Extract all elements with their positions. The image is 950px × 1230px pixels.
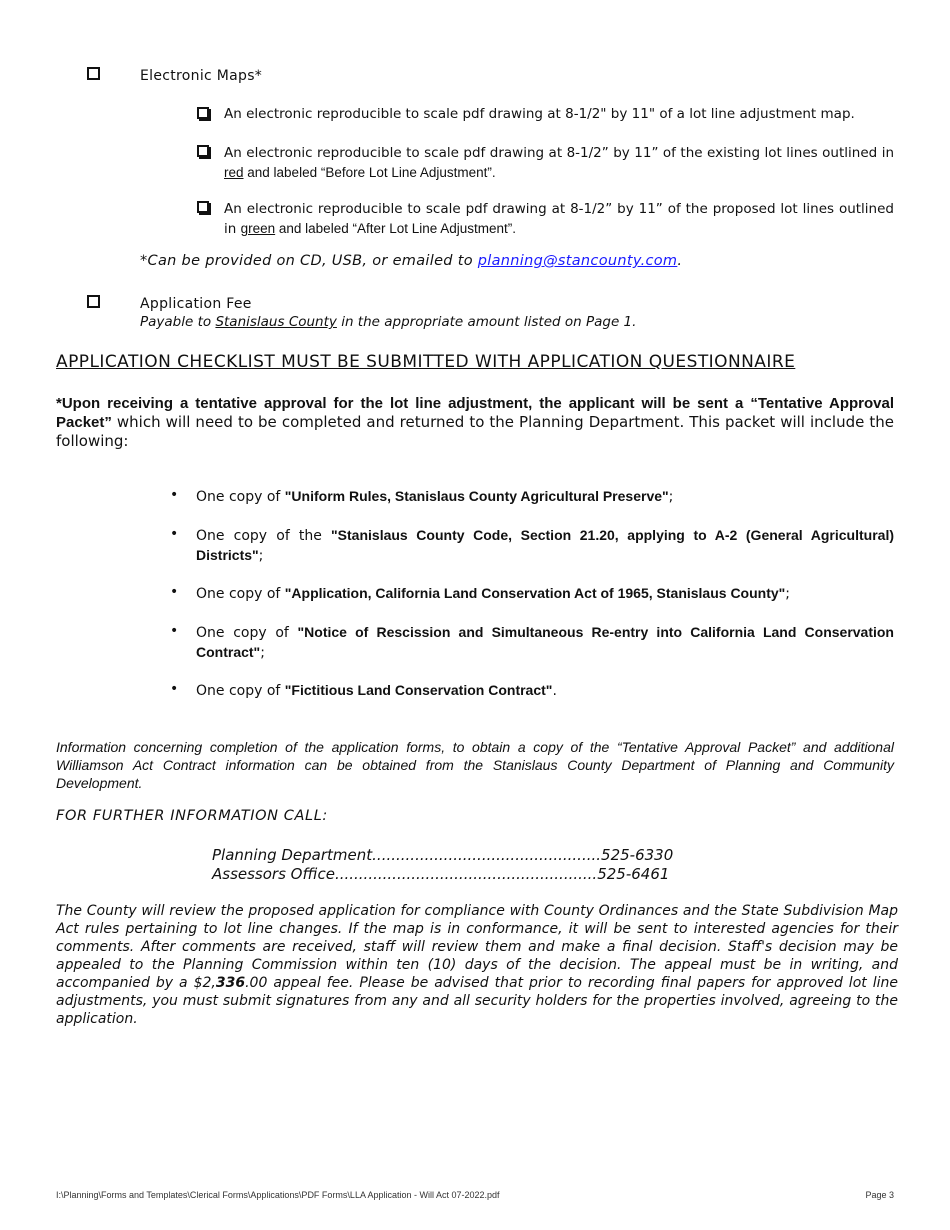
packet-intro	[56, 394, 894, 451]
review-part1: The County will review the proposed application for compliance with County Ordinances and the State Subdivision Map Act rules pertaining to lot line changes. If the map is in conformance, it will be sent to interested agencies for their comments. After comments are received, staff will review them and make a final decision. Staff's decision may be appealed to the Planning Commission within ten (10) days of the decision. The appeal must be in writing, and accompanied by a $2,	[56, 903, 898, 991]
map-item-3-post: and labeled “After Lot Line Adjustment”.	[275, 221, 517, 236]
packet-item-5	[196, 681, 894, 701]
packet-item-2-bold: "Stanislaus County Code, Section 21.20, applying to A-2 (General Agricultural) Districts"	[196, 527, 894, 563]
review-fee-bold: 336	[215, 975, 246, 991]
packet-item-5-prefix: One copy of	[196, 683, 285, 699]
map-item-1-text: An electronic reproducible to scale pdf drawing at 8-1/2" by 11" of a lot line adjustment map.	[224, 106, 855, 122]
packet-item-5-suffix: .	[552, 683, 557, 699]
electronic-maps-checkbox[interactable]	[87, 67, 100, 80]
packet-item-3	[196, 584, 894, 604]
footer-file-path: I:\Planning\Forms and Templates\Clerical Forms\Applications\PDF Forms\LLA Application - Will Act 07-2022.pdf	[56, 1190, 500, 1200]
map-item-2-text	[224, 144, 894, 183]
packet-item-4-bold: "Notice of Rescission and Simultaneous Re-entry into California Land Conservation Contract"	[196, 624, 894, 660]
maps-note	[140, 253, 682, 269]
map-item-1-checkbox[interactable]	[197, 107, 209, 119]
packet-item-3-prefix: One copy of	[196, 586, 285, 602]
contact-assessors-label: Assessors Office	[212, 865, 335, 883]
further-info-heading: FOR FURTHER INFORMATION CALL:	[56, 808, 328, 824]
contact-assessors-number: 525-6461	[597, 865, 670, 883]
map-item-2-checkbox[interactable]	[197, 145, 209, 157]
footer-page-number: Page 3	[865, 1190, 894, 1200]
bullet-4-icon: •	[170, 623, 179, 639]
packet-intro-bold: *Upon receiving a tentative approval for the lot line adjustment, the applicant will be sent a “Tentative Approval Packet”	[56, 395, 894, 431]
fee-payee: Stanislaus County	[215, 314, 337, 330]
checklist-heading: APPLICATION CHECKLIST MUST BE SUBMITTED WITH APPLICATION QUESTIONNAIRE	[56, 352, 796, 372]
application-fee-checkbox[interactable]	[87, 295, 100, 308]
packet-item-2-prefix: One copy of the	[196, 528, 332, 544]
contact-planning-number: 525-6330	[601, 846, 674, 864]
electronic-maps-title: Electronic Maps*	[140, 68, 263, 84]
bullet-3-icon: •	[170, 584, 179, 600]
info-paragraph: Information concerning completion of the application forms, to obtain a copy of the “Tentative Approval Packet” and additional Williamson Act Contract information can be obtained from the Stanislaus County Department of Planning and Community Development.	[56, 739, 894, 791]
packet-item-1-prefix: One copy of	[196, 489, 285, 505]
review-part2: .00 appeal fee. Please be advised that prior to recording final papers for approved lot line adjustments, you must submit signatures from any and all security holders for the properties involved, agreeing to the application.	[56, 975, 898, 1027]
map-item-3-checkbox[interactable]	[197, 201, 209, 213]
packet-item-4-prefix: One copy of	[196, 625, 298, 641]
map-item-2-post: and labeled “Before Lot Line Adjustment”.	[243, 165, 496, 180]
map-item-2-pre: An electronic reproducible to scale pdf drawing at 8-1/2” by 11” of the existing lot lines outlined in	[224, 145, 894, 161]
contact-planning	[212, 846, 673, 864]
map-item-2-color-word: red	[224, 165, 244, 180]
packet-item-1	[196, 487, 894, 507]
packet-item-3-suffix: ;	[785, 586, 791, 602]
packet-item-2	[196, 526, 894, 566]
map-item-3-pre: An electronic reproducible to scale pdf drawing at 8-1/2” by 11” of the proposed lot lines outlined in	[224, 201, 894, 237]
bullet-2-icon: •	[170, 526, 179, 542]
application-fee-title: Application Fee	[140, 296, 252, 312]
planning-email-link[interactable]: planning@stancounty.com	[477, 253, 678, 269]
bullet-5-icon: •	[170, 681, 179, 697]
review-paragraph	[56, 902, 898, 1028]
application-fee-line	[140, 314, 636, 330]
contact-planning-dots: ................................................	[372, 846, 602, 864]
fee-line-prefix: Payable to	[140, 314, 216, 330]
contact-planning-label: Planning Department	[212, 846, 373, 864]
packet-item-4	[196, 623, 894, 663]
map-item-3-text	[224, 200, 894, 239]
contact-assessors	[212, 865, 669, 883]
contact-assessors-dots: .......................................................	[334, 865, 598, 883]
maps-note-prefix: *Can be provided on CD, USB, or emailed to	[140, 253, 478, 269]
bullet-1-icon: •	[170, 487, 179, 503]
map-item-3-color-word: green	[240, 221, 276, 236]
packet-item-4-suffix: ;	[260, 645, 265, 661]
packet-intro-rest: which will need to be completed and returned to the Planning Department. This packet will include the following:	[56, 413, 894, 450]
fee-line-suffix: in the appropriate amount listed on Page 1.	[336, 314, 637, 330]
maps-note-suffix: .	[677, 253, 683, 269]
packet-item-3-bold: "Application, California Land Conservation Act of 1965, Stanislaus County"	[284, 585, 786, 601]
packet-item-1-suffix: ;	[668, 489, 674, 505]
packet-item-1-bold: "Uniform Rules, Stanislaus County Agricultural Preserve"	[284, 488, 669, 504]
packet-item-2-suffix: ;	[258, 548, 264, 564]
packet-item-5-bold: "Fictitious Land Conservation Contract"	[284, 682, 553, 698]
